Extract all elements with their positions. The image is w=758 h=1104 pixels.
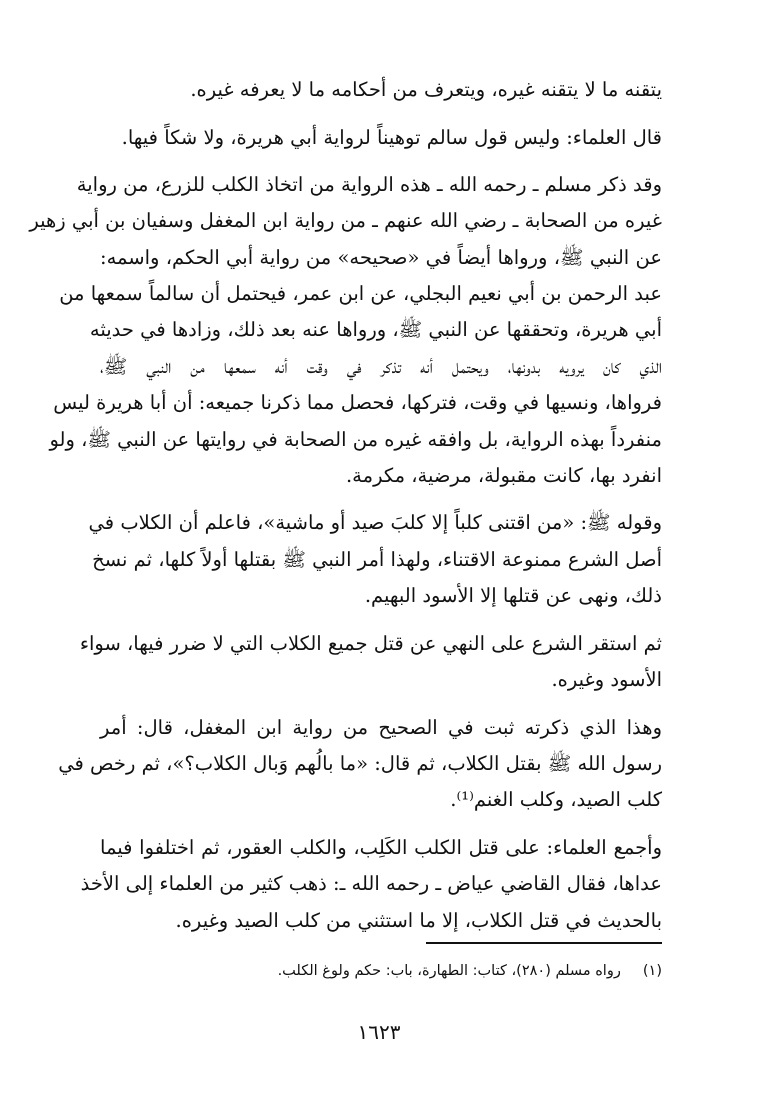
paragraph-1	[100, 72, 662, 108]
text-line: بالحديث في قتل الكلاب، إلا ما استثني من كلب الصيد وغيره.	[175, 908, 662, 932]
footnote	[100, 958, 662, 984]
text-line: عبد الرحمن بن أبي نعيم البجلي، عن ابن عمر، فيحتمل أن سالماً سمعها من	[59, 282, 662, 306]
text-line: وهذا الذي ذكرته ثبت في الصحيح من رواية ابن المغفل، قال: أمر	[100, 715, 662, 739]
paragraph-7	[80, 830, 662, 939]
text-line: الأسود وغيره.	[551, 668, 662, 692]
text-line: قال العلماء: وليس قول سالم توهيناً لرواية أبي هريرة، ولا شكاً فيها.	[121, 126, 662, 150]
page-number: ١٦٢٣	[357, 1020, 401, 1044]
paragraph-3	[29, 167, 662, 495]
text-line: وأجمع العلماء: على قتل الكلب الكَلِب، والكلب العقور، ثم اختلفوا فيما	[100, 835, 662, 859]
footnote-number: (١)	[642, 963, 662, 979]
text-line: وقوله ﷺ: «من اقتنى كلباً إلا كلبَ صيد أو ماشية»، فاعلم أن الكلاب في	[88, 511, 662, 535]
text-line: الذي كان يرويه بدونها، ويحتمل أنه تذكر في وقت أنه سمعها من النبي ﷺ،	[100, 354, 662, 378]
paragraph-6	[58, 710, 662, 819]
text-line: منفرداً بهذه الرواية، بل وافقه غيره من الصحابة في روايتها عن النبي ﷺ، ولو	[49, 427, 662, 451]
text-line: أصل الشرع ممنوعة الاقتناء، ولهذا أمر النبي ﷺ بقتلها أولاً كلها، ثم نسخ	[92, 547, 662, 571]
text-line: غيره من الصحابة ـ رضي الله عنهم ـ من رواية ابن المغفل وسفيان بن أبي زهير	[29, 209, 662, 233]
paragraph-4	[88, 505, 662, 614]
text-line: ذلك، ونهى عن قتلها إلا الأسود البهيم.	[364, 584, 662, 608]
paragraph-2	[100, 120, 662, 156]
text-line: ثم استقر الشرع على النهي عن قتل جميع الكلاب التي لا ضرر فيها، سواء	[79, 631, 662, 655]
text-line: وقد ذكر مسلم ـ رحمه الله ـ هذه الرواية من اتخاذ الكلب للزرع، من رواية	[76, 172, 662, 196]
text-line: يتقنه ما لا يتقنه غيره، ويتعرف من أحكامه ما لا يعرفه غيره.	[190, 78, 662, 101]
footnote-divider	[426, 942, 662, 944]
text-line: رسول الله ﷺ بقتل الكلاب، ثم قال: «ما بالُهم وَبال الكلاب؟»، ثم رخص في	[58, 751, 662, 775]
text-line: انفرد بها، كانت مقبولة، مرضية، مكرمة.	[345, 464, 662, 488]
paragraph-5	[79, 626, 662, 699]
main-text	[29, 72, 662, 939]
text-line: أبي هريرة، وتحققها عن النبي ﷺ، ورواها عنه بعد ذلك، وزادها في حديثه	[89, 318, 662, 342]
text-line: فرواها، ونسيها في وقت، فتركها، فحصل مما ذكرنا جميعه: أن أبا هريرة ليس	[53, 391, 662, 415]
text-line: عن النبي ﷺ، ورواها أيضاً في «صحيحه» من رواية أبي الحكم، واسمه:	[100, 245, 662, 269]
text-line: كلب الصيد، وكلب الغنم⁽¹⁾.	[450, 788, 662, 812]
footnote-text: رواه مسلم (٢٨٠)، كتاب: الطهارة، باب: حكم ولوغ الكلب.	[277, 963, 621, 979]
text-line: عداها، فقال القاضي عياض ـ رحمه الله ـ: ذهب كثير من العلماء إلى الأخذ	[80, 872, 662, 896]
